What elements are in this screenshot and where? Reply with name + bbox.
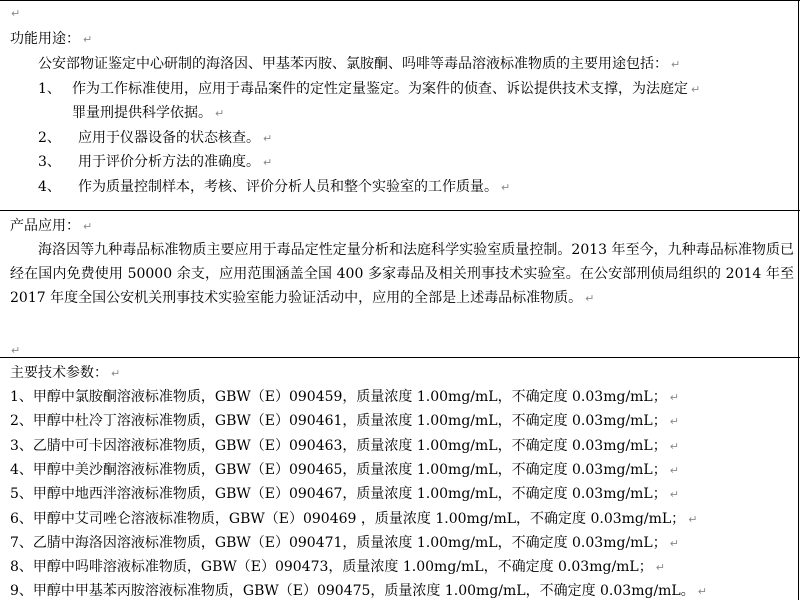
params-item-6: 6、甲醇中艾司唑仑溶液标准物质，GBW（E）090469 ，质量浓度 1.00mg/mL，不确定度 0.03mg/mL； ↵ xyxy=(10,510,698,527)
params-item-1: 1、甲醇中氯胺酮溶液标准物质，GBW（E）090459，质量浓度 1.00mg/mL，不确定度 0.03mg/mL； ↵ xyxy=(10,389,679,405)
return-mark: ↵ xyxy=(697,585,707,599)
table-divider-1 xyxy=(0,210,800,211)
usage-item-1: 1、 作为工作标准使用，应用于毒品案件的定性定量鉴定。为案件的侦查、诉讼提供技术支撑，为法庭定 ↵ xyxy=(38,81,701,97)
return-mark: ↵ xyxy=(669,439,679,453)
params-item-8: 8、甲醇中吗啡溶液标准物质，GBW（E）090473，质量浓度 1.00mg/mL，不确定度 0.03mg/mL； ↵ xyxy=(10,559,665,576)
return-mark: ↵ xyxy=(669,536,679,550)
params-item-9: 9、甲醇中甲基苯丙胺溶液标准物质，GBW（E）090475，质量浓度 1.00mg/mL，不确定度 0.03mg/mL。 ↵ xyxy=(10,583,707,600)
return-mark: ↵ xyxy=(83,220,93,233)
return-mark: ↵ xyxy=(671,58,681,71)
usage-item-4: 4、 作为质量控制样本，考核、评价分析人员和整个实验室的工作质量。 ↵ xyxy=(38,179,511,195)
empty-paragraph xyxy=(8,340,20,361)
table-border-right xyxy=(798,0,799,600)
list-number: 3、 xyxy=(38,154,61,170)
return-mark: ↵ xyxy=(83,33,93,46)
return-mark: ↵ xyxy=(501,181,511,194)
params-item-5: 5、甲醇中地西泮溶液标准物质，GBW（E）090467，质量浓度 1.00mg/mL，不确定度 0.03mg/mL； ↵ xyxy=(10,486,679,503)
params-item-3: 3、乙腈中可卡因溶液标准物质，GBW（E）090463，质量浓度 1.00mg/mL，不确定度 0.03mg/mL； ↵ xyxy=(10,437,679,454)
table-divider-2 xyxy=(0,357,800,358)
params-title: 主要技术参数： ↵ xyxy=(10,365,121,381)
usage-item-2: 2、 应用于仪器设备的状态核查。 ↵ xyxy=(38,130,273,146)
return-mark: ↵ xyxy=(655,561,665,575)
return-mark: ↵ xyxy=(669,488,679,502)
params-item-2: 2、甲醇中杜冷丁溶液标准物质，GBW（E）090461，质量浓度 1.00mg/mL，不确定度 0.03mg/mL； ↵ xyxy=(10,413,679,430)
table-border-top xyxy=(0,0,800,1)
return-mark: ↵ xyxy=(111,367,121,380)
return-mark: ↵ xyxy=(688,512,698,526)
application-body: 海洛因等九种毒品标准物质主要应用于毒品定性定量分析和法庭科学实验室质量控制。2013 年至今，九种毒品标准物质已经在国内免费使用 50000 余支，应用范围涵盖全国 400 多家毒品及相关刑事技术实验室。在公安部刑侦局组织的 2014 年至 2017 年度全国公安机关刑事技术实验室能力验证活动中，应用的全部是上述毒品标准物质。 ↵ xyxy=(10,242,794,306)
empty-paragraph xyxy=(8,3,20,24)
application-title: 产品应用： ↵ xyxy=(10,218,93,234)
params-item-4: 4、甲醇中美沙酮溶液标准物质，GBW（E）090465，质量浓度 1.00mg/mL，不确定度 0.03mg/mL； ↵ xyxy=(10,461,679,478)
return-mark: ↵ xyxy=(669,415,679,429)
usage-item-1-continued: 罪量刑提供科学依据。 ↵ xyxy=(72,105,225,121)
params-item-7: 7、乙腈中海洛因溶液标准物质，GBW（E）090471，质量浓度 1.00mg/mL，不确定度 0.03mg/mL； ↵ xyxy=(10,534,679,551)
usage-title: 功能用途： ↵ xyxy=(10,31,93,47)
usage-item-3: 3、 用于评价分析方法的准确度。 ↵ xyxy=(38,154,273,170)
list-number: 1、 xyxy=(38,81,61,97)
return-mark: ↵ xyxy=(11,7,21,20)
return-mark: ↵ xyxy=(585,292,595,305)
return-mark: ↵ xyxy=(669,391,679,404)
return-mark: ↵ xyxy=(263,156,273,169)
usage-intro: 公安部物证鉴定中心研制的海洛因、甲基苯丙胺、氯胺酮、吗啡等毒品溶液标准物质的主要用途包括： ↵ xyxy=(38,56,681,72)
return-mark: ↵ xyxy=(669,463,679,477)
return-mark: ↵ xyxy=(263,132,273,145)
return-mark: ↵ xyxy=(11,344,21,357)
list-number: 2、 xyxy=(38,130,61,146)
return-mark: ↵ xyxy=(691,83,701,96)
return-mark: ↵ xyxy=(215,107,225,120)
list-number: 4、 xyxy=(38,179,61,195)
